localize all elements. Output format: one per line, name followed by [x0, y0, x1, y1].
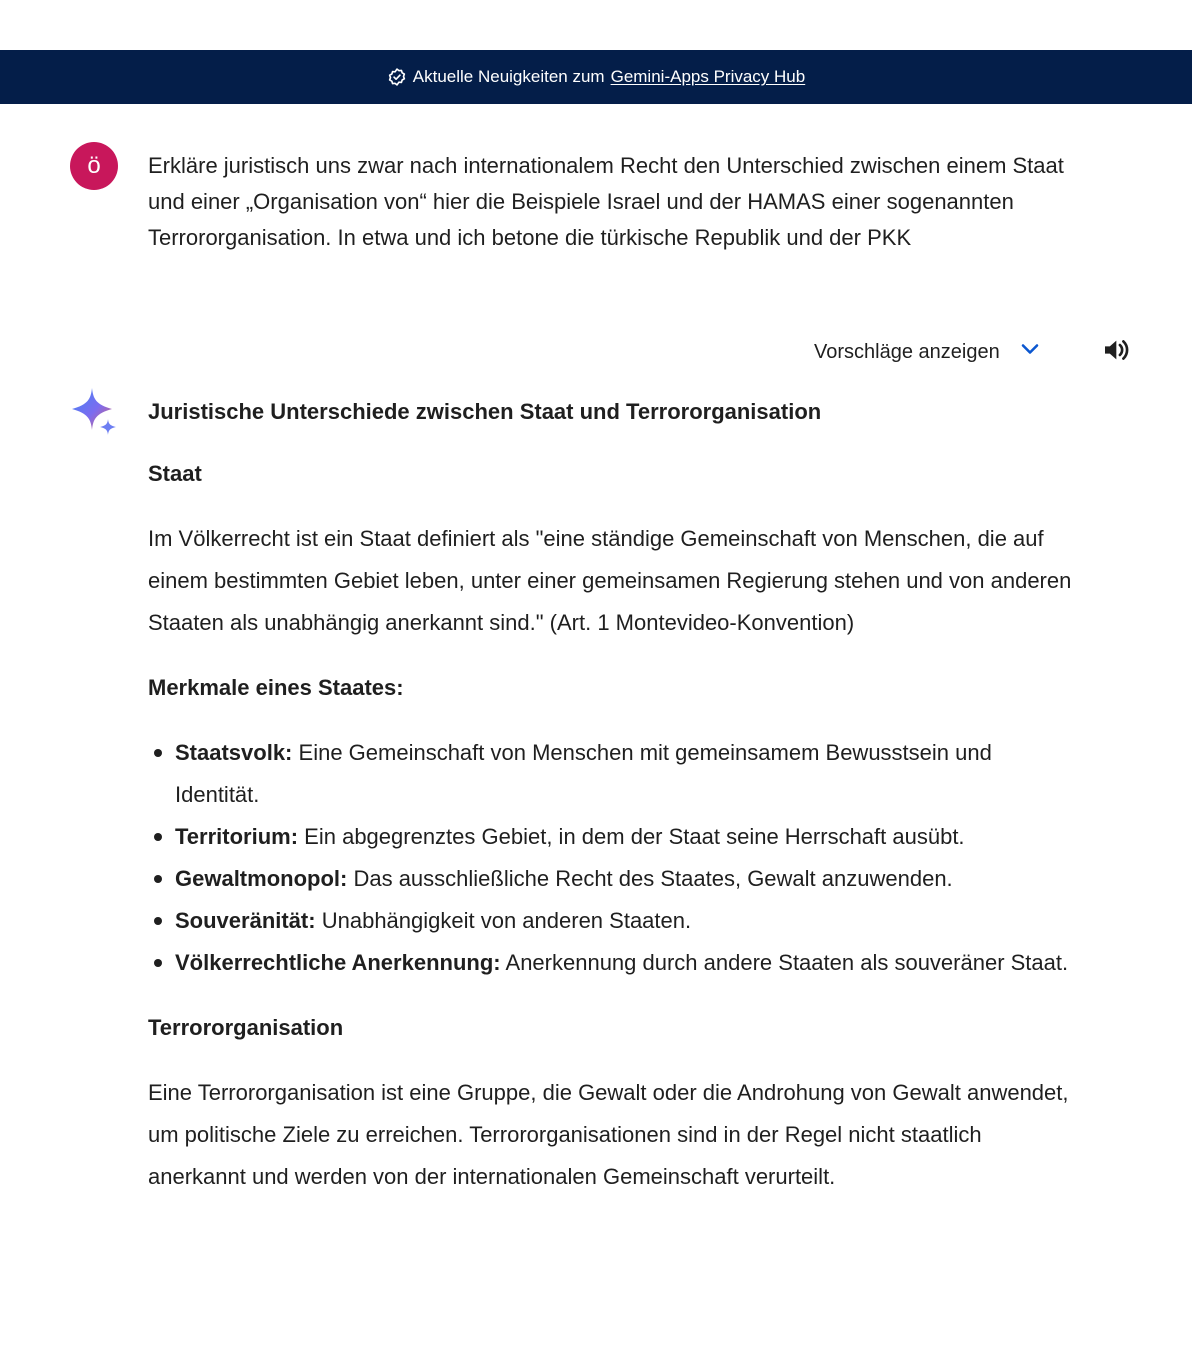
terror-org-definition: Eine Terrororganisation ist eine Gruppe, die Gewalt oder die Androhung von Gewalt anwendet, um politische Ziele zu erreichen. Terrororganisationen sind in der Regel nicht staatlich anerkannt und werden von der internationalen Gemeinschaft verurteilt.	[148, 1080, 1069, 1189]
section-heading-state: Staat	[148, 461, 202, 486]
feature-desc: Ein abgegrenztes Gebiet, in dem der Staat seine Herrschaft ausübt.	[304, 824, 965, 849]
section-heading-terror-org: Terrororganisation	[148, 1015, 344, 1040]
read-aloud-button[interactable]	[1098, 334, 1136, 370]
model-response	[148, 392, 1078, 1222]
privacy-banner	[0, 50, 1192, 104]
banner-text: Aktuelle Neuigkeiten zum	[412, 67, 605, 86]
chevron-down-icon	[1018, 337, 1042, 367]
avatar-letter: ö	[87, 152, 101, 179]
verified-badge-icon	[387, 67, 407, 87]
feature-term: Völkerrechtliche Anerkennung:	[175, 950, 501, 975]
feature-term: Territorium:	[175, 824, 299, 849]
features-list	[148, 732, 1078, 984]
list-item	[148, 900, 1078, 942]
list-item	[148, 816, 1078, 858]
list-item	[148, 858, 1078, 900]
feature-term: Gewaltmonopol:	[175, 866, 348, 891]
suggestions-label: Vorschläge anzeigen	[814, 340, 1000, 363]
feature-desc: Anerkennung durch andere Staaten als souveräner Staat.	[505, 950, 1069, 975]
list-item	[148, 732, 1078, 816]
gemini-sparkle-icon	[70, 388, 118, 436]
user-avatar	[70, 142, 118, 190]
feature-desc: Eine Gemeinschaft von Menschen mit gemeinsamem Bewusstsein und Identität.	[175, 740, 992, 807]
feature-desc: Das ausschließliche Recht des Staates, Gewalt anzuwenden.	[353, 866, 953, 891]
show-suggestions-button[interactable]	[814, 334, 1042, 370]
user-prompt: Erkläre juristisch uns zwar nach internationalem Recht den Unterschied zwischen einem Staat und einer „Organisation von“ hier die Beispiele Israel und der HAMAS einer sogenannten Terrororganisation. In etwa und ich betone die türkische Republik und der PKK	[148, 153, 1064, 250]
features-heading: Merkmale eines Staates:	[148, 675, 404, 700]
state-definition: Im Völkerrecht ist ein Staat definiert als "eine ständige Gemeinschaft von Menschen, die auf einem bestimmten Gebiet leben, unter einer gemeinsamen Regierung stehen und von anderen Staaten als unabhängig anerkannt sind." (Art. 1 Montevideo-Konvention)	[148, 526, 1072, 635]
feature-desc: Unabhängigkeit von anderen Staaten.	[321, 908, 692, 933]
response-title: Juristische Unterschiede zwischen Staat und Terrororganisation	[148, 399, 822, 424]
list-item	[148, 942, 1078, 984]
feature-term: Souveränität:	[175, 908, 316, 933]
speaker-icon	[1101, 334, 1133, 371]
feature-term: Staatsvolk:	[175, 740, 293, 765]
privacy-hub-link[interactable]: Gemini-Apps Privacy Hub	[610, 67, 806, 86]
